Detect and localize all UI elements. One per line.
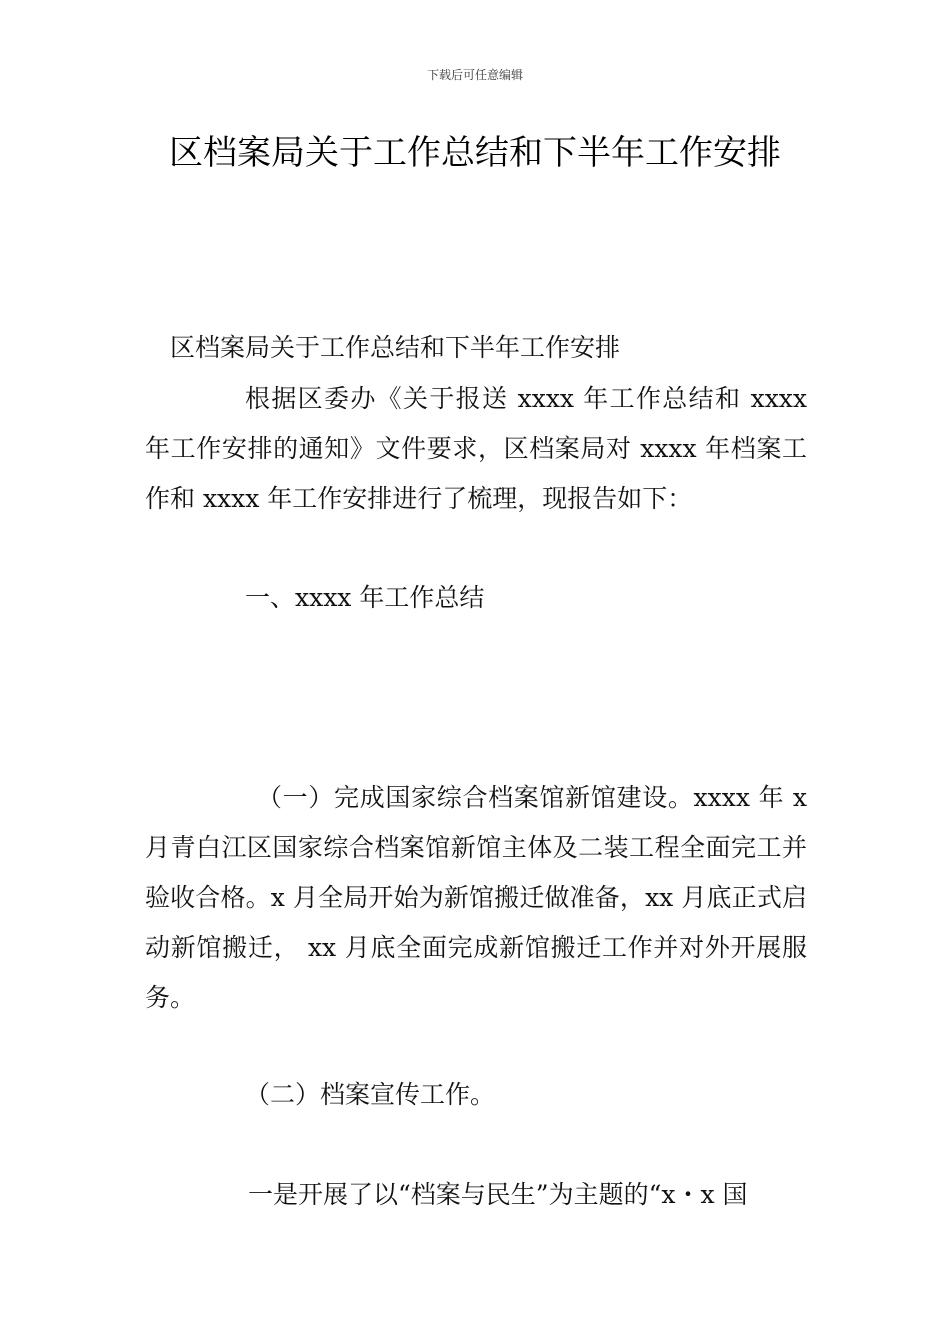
document-subtitle: 区档案局关于工作总结和下半年工作安排 [170, 333, 621, 362]
header-note: 下载后可任意编辑 [426, 68, 523, 82]
item-2-first-line: 一是开展了以“档案与民生”为主题的“x・x 国 [248, 1180, 748, 1209]
item-2-heading: （二）档案宣传工作。 [245, 1080, 496, 1109]
intro-paragraph: 根据区委办《关于报送 xxxx 年工作总结和 xxxx 年工作安排的通知》文件要求，区档案局对 xxxx 年档案工作和 xxxx 年工作安排进行了梳理，现报告如下： [145, 384, 807, 513]
item-1-paragraph: （一）完成国家综合档案馆新馆建设。xxxx 年 x 月青白江区国家综合档案馆新馆主体及二装工程全面完工并验收合格。x 月全局开始为新馆搬迁做准备，xx 月底正式启动新馆搬迁， xx 月底全面完成新馆搬迁工作并对外开展服务。 [145, 783, 807, 1012]
document-title: 区档案局关于工作总结和下半年工作安排 [169, 133, 781, 173]
section-heading-1: 一、xxxx 年工作总结 [245, 583, 485, 612]
